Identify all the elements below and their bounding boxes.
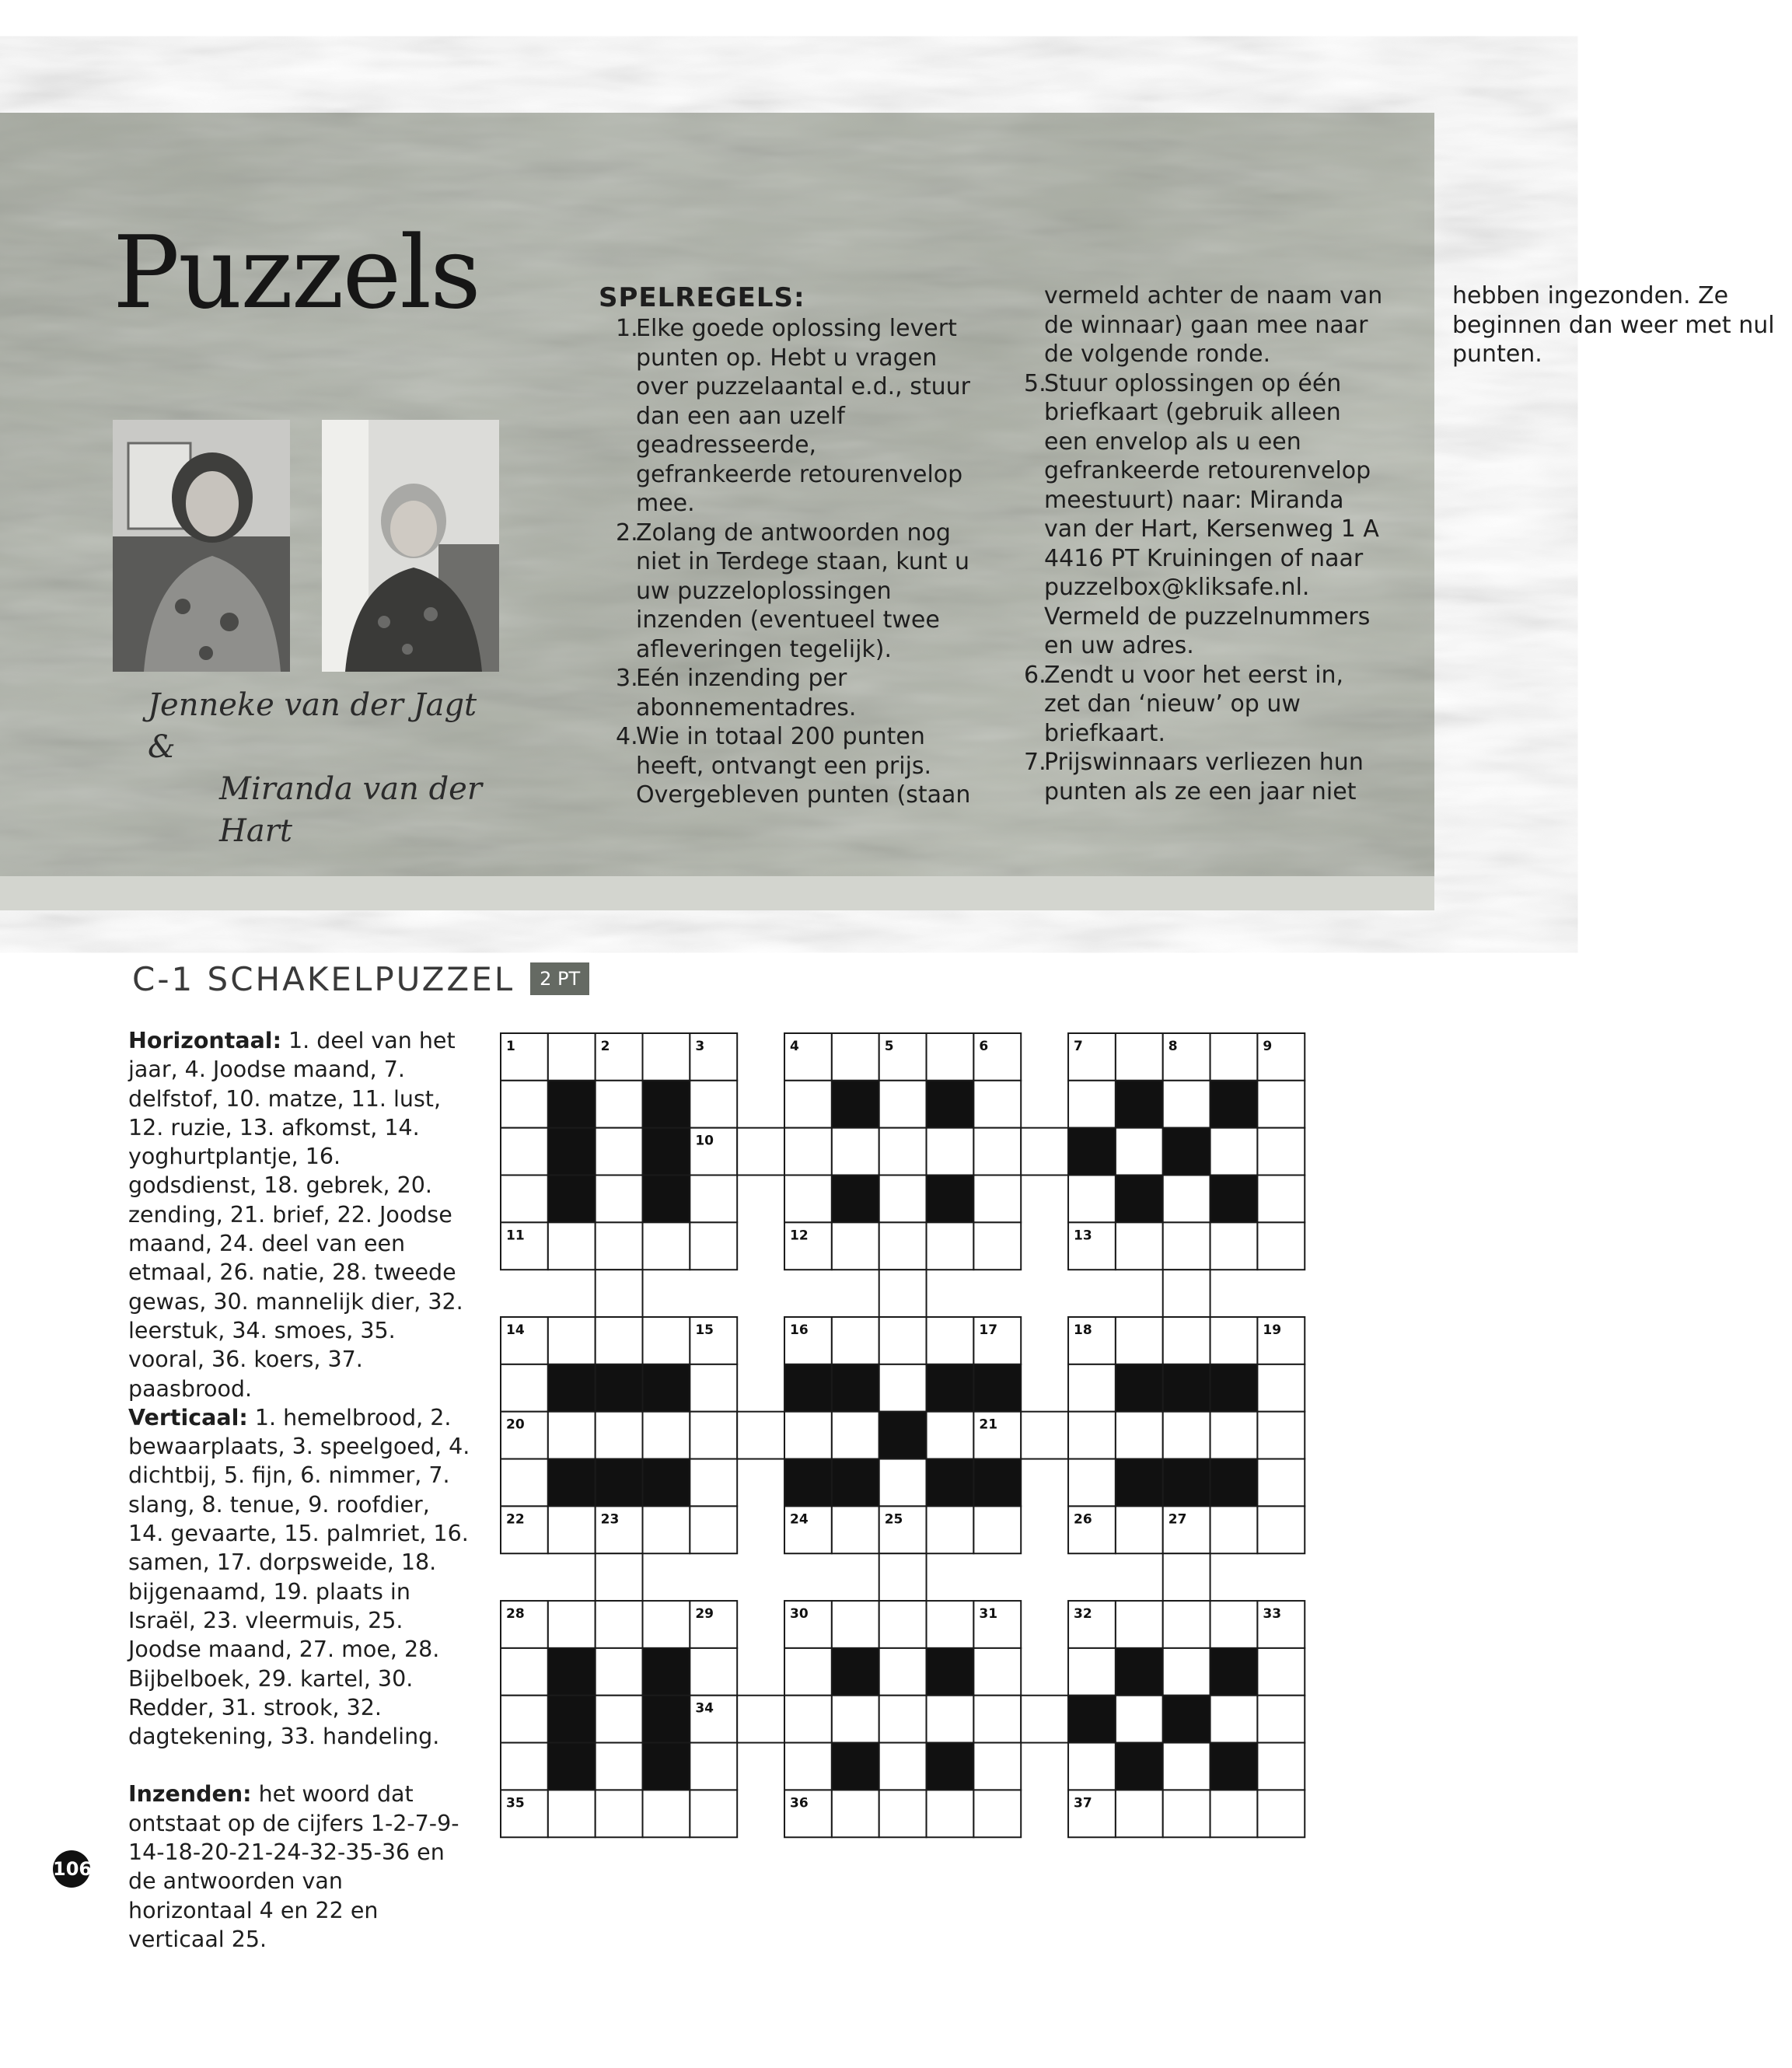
grid-letter-cell[interactable]	[1116, 1601, 1163, 1648]
banner-bottom-stripe	[0, 876, 1434, 910]
grid-block-cell	[832, 1743, 879, 1790]
grid-letter-cell[interactable]	[1068, 1364, 1116, 1412]
grid-letter-cell[interactable]	[501, 1459, 548, 1507]
grid-letter-cell[interactable]	[548, 1601, 596, 1648]
rule-number: 2.	[616, 519, 638, 547]
grid-block-cell	[927, 1743, 974, 1790]
clue-spacer	[128, 1751, 470, 1780]
grid-letter-cell[interactable]	[973, 1081, 1021, 1128]
grid-letter-cell[interactable]	[501, 1696, 548, 1743]
grid-letter-cell[interactable]	[596, 1317, 643, 1364]
grid-block-cell	[1210, 1364, 1258, 1412]
grid-letter-cell[interactable]	[1210, 1128, 1258, 1175]
grid-clue-number: 5	[884, 1039, 894, 1054]
grid-letter-cell[interactable]	[1163, 1081, 1210, 1128]
horizontal-label: Horizontaal:	[128, 1028, 281, 1053]
grid-letter-cell[interactable]	[879, 1553, 927, 1601]
grid-letter-cell[interactable]	[690, 1081, 737, 1128]
rule-item	[1007, 369, 1384, 661]
grid-letter-cell[interactable]	[784, 1696, 832, 1743]
grid-block-cell	[643, 1648, 690, 1696]
vertical-label: Verticaal:	[128, 1404, 248, 1430]
grid-letter-cell[interactable]	[596, 1270, 643, 1317]
points-badge: 2 PT	[530, 962, 589, 995]
grid-block-cell	[1116, 1175, 1163, 1223]
grid-letter-cell[interactable]	[690, 1459, 737, 1507]
grid-block-cell	[1210, 1648, 1258, 1696]
grid-block-cell	[1210, 1743, 1258, 1790]
grid-letter-cell[interactable]	[1163, 1743, 1210, 1790]
grid-letter-cell[interactable]	[596, 1175, 643, 1223]
grid-letter-cell[interactable]	[643, 1790, 690, 1837]
grid-block-cell	[1116, 1459, 1163, 1507]
puzzle-clues	[128, 1026, 470, 1954]
portrait-photo-1	[113, 420, 290, 672]
grid-clue-number: 10	[695, 1133, 714, 1149]
grid-letter-cell[interactable]	[501, 1175, 548, 1223]
grid-letter-cell[interactable]	[548, 1506, 596, 1553]
grid-letter-cell[interactable]	[784, 1412, 832, 1459]
grid-letter-cell[interactable]	[1021, 1696, 1068, 1743]
grid-letter-cell[interactable]	[1068, 1648, 1116, 1696]
grid-clue-number: 37	[1074, 1795, 1092, 1811]
rule-item	[1007, 661, 1384, 749]
grid-clue-number: 36	[790, 1795, 809, 1811]
grid-letter-cell[interactable]	[879, 1790, 927, 1837]
grid-letter-cell[interactable]	[690, 1412, 737, 1459]
grid-letter-cell[interactable]	[548, 1033, 596, 1081]
grid-block-cell	[548, 1696, 596, 1743]
grid-block-cell	[548, 1175, 596, 1223]
grid-letter-cell[interactable]	[879, 1081, 927, 1128]
grid-clue-number: 8	[1168, 1039, 1178, 1054]
grid-letter-cell[interactable]	[1163, 1222, 1210, 1270]
grid-clue-number: 19	[1263, 1322, 1282, 1339]
grid-block-cell	[643, 1459, 690, 1507]
grid-clue-number: 3	[695, 1039, 705, 1054]
grid-block-cell	[927, 1648, 974, 1696]
grid-letter-cell[interactable]	[1257, 1412, 1305, 1459]
grid-letter-cell[interactable]	[1257, 1222, 1305, 1270]
grid-letter-cell[interactable]	[596, 1081, 643, 1128]
submit-label: Inzenden:	[128, 1781, 252, 1808]
grid-block-cell	[1116, 1743, 1163, 1790]
grid-clue-number: 14	[506, 1322, 525, 1339]
grid-letter-cell[interactable]	[548, 1412, 596, 1459]
grid-block-cell	[832, 1459, 879, 1507]
grid-clue-number: 16	[790, 1322, 809, 1339]
grid-letter-cell[interactable]	[690, 1364, 737, 1412]
grid-letter-cell[interactable]	[501, 1128, 548, 1175]
grid-clue-number: 12	[790, 1228, 809, 1244]
grid-letter-cell[interactable]	[1068, 1459, 1116, 1507]
grid-letter-cell[interactable]	[596, 1553, 643, 1601]
rule-number: 5.	[1024, 369, 1046, 397]
grid-block-cell	[548, 1459, 596, 1507]
grid-letter-cell[interactable]	[879, 1364, 927, 1412]
grid-block-cell	[973, 1459, 1021, 1507]
grid-letter-cell[interactable]	[1210, 1222, 1258, 1270]
grid-letter-cell[interactable]	[1257, 1506, 1305, 1553]
grid-block-cell	[1116, 1364, 1163, 1412]
grid-letter-cell[interactable]	[927, 1222, 974, 1270]
grid-letter-cell[interactable]	[690, 1222, 737, 1270]
grid-clue-number: 18	[1074, 1322, 1092, 1339]
grid-letter-cell[interactable]	[501, 1648, 548, 1696]
grid-block-cell	[784, 1459, 832, 1507]
page-title: Puzzels	[113, 215, 480, 331]
grid-letter-cell[interactable]	[1021, 1128, 1068, 1175]
grid-letter-cell[interactable]	[1257, 1128, 1305, 1175]
grid-clue-number: 11	[506, 1228, 525, 1244]
crossword-grid	[498, 1030, 1314, 1846]
grid-block-cell	[927, 1364, 974, 1412]
grid-clue-number: 27	[1168, 1511, 1187, 1528]
grid-letter-cell[interactable]	[596, 1222, 643, 1270]
rule-number: 3.	[616, 665, 638, 692]
grid-clue-number: 23	[600, 1511, 620, 1528]
grid-letter-cell[interactable]	[832, 1317, 879, 1364]
grid-letter-cell[interactable]	[1068, 1743, 1116, 1790]
grid-letter-cell[interactable]	[832, 1790, 879, 1837]
grid-letter-cell[interactable]	[784, 1081, 832, 1128]
grid-letter-cell[interactable]	[1163, 1601, 1210, 1648]
grid-block-cell	[927, 1175, 974, 1223]
grid-letter-cell[interactable]	[596, 1601, 643, 1648]
grid-block-cell	[784, 1364, 832, 1412]
grid-letter-cell[interactable]	[1257, 1696, 1305, 1743]
grid-letter-cell[interactable]	[879, 1601, 927, 1648]
grid-block-cell	[643, 1175, 690, 1223]
grid-letter-cell[interactable]	[784, 1175, 832, 1223]
grid-block-cell	[1068, 1696, 1116, 1743]
grid-letter-cell[interactable]	[1210, 1033, 1258, 1081]
grid-block-cell	[1210, 1175, 1258, 1223]
grid-letter-cell[interactable]	[501, 1743, 548, 1790]
grid-clue-number: 32	[1074, 1606, 1092, 1623]
grid-letter-cell[interactable]	[596, 1648, 643, 1696]
rule-text: Stuur oplossingen op één briefkaart (gebruik alleen een envelop als u een gefrankeerde retourenvelop meestuurt) naar: Miranda van der Hart, Kersenweg 1 A 4416 PT Kruiningen of naar puzzelbox@kliksafe.nl. Vermeld de puzzelnummers en uw adres.	[1044, 369, 1379, 659]
grid-letter-cell[interactable]	[596, 1128, 643, 1175]
grid-letter-cell[interactable]	[832, 1128, 879, 1175]
rule-text: Zendt u voor het eerst in, zet dan ‘nieuw’ op uw briefkaart.	[1044, 661, 1344, 747]
grid-letter-cell[interactable]	[1163, 1412, 1210, 1459]
horizontal-clues	[128, 1026, 470, 1403]
grid-letter-cell[interactable]	[973, 1648, 1021, 1696]
grid-block-cell	[596, 1364, 643, 1412]
rule-text: Wie in totaal 200 punten heeft, ontvangt een prijs. Overgebleven punten (staan vermeld achter de naam van de winnaar) gaan mee naar de volgende ronde.	[636, 282, 1383, 809]
grid-block-cell	[1163, 1696, 1210, 1743]
grid-letter-cell[interactable]	[973, 1222, 1021, 1270]
grid-letter-cell[interactable]	[643, 1601, 690, 1648]
grid-block-cell	[643, 1128, 690, 1175]
rule-number: 4.	[616, 723, 638, 750]
grid-letter-cell[interactable]	[596, 1743, 643, 1790]
grid-letter-cell[interactable]	[1210, 1790, 1258, 1837]
grid-clue-number: 20	[506, 1417, 525, 1433]
caption-line-2: Miranda van der Hart	[219, 771, 482, 849]
grid-clue-number: 7	[1074, 1039, 1083, 1054]
grid-letter-cell[interactable]	[548, 1222, 596, 1270]
grid-letter-cell[interactable]	[1163, 1553, 1210, 1601]
grid-clue-number: 1	[506, 1039, 515, 1054]
submit-instructions	[128, 1780, 470, 1954]
grid-letter-cell[interactable]	[973, 1790, 1021, 1837]
grid-letter-cell[interactable]	[832, 1696, 879, 1743]
grid-letter-cell[interactable]	[596, 1790, 643, 1837]
grid-letter-cell[interactable]	[973, 1506, 1021, 1553]
grid-letter-cell[interactable]	[596, 1696, 643, 1743]
grid-letter-cell[interactable]	[1068, 1175, 1116, 1223]
grid-clue-number: 22	[506, 1511, 525, 1528]
grid-clue-number: 34	[695, 1700, 714, 1717]
grid-clue-number: 15	[695, 1322, 714, 1339]
grid-letter-cell[interactable]	[973, 1743, 1021, 1790]
grid-letter-cell[interactable]	[1163, 1648, 1210, 1696]
rule-text: Elke goede oplossing levert punten op. Hebt u vragen over puzzelaantal e.d., stuur dan een aan uzelf geadresseerde, gefrankeerde retourenvelop mee.	[636, 315, 970, 517]
grid-letter-cell[interactable]	[1257, 1743, 1305, 1790]
grid-letter-cell[interactable]	[879, 1128, 927, 1175]
grid-clue-number: 26	[1074, 1511, 1092, 1528]
grid-block-cell	[643, 1743, 690, 1790]
grid-clue-number: 2	[600, 1039, 610, 1054]
grid-letter-cell[interactable]	[1210, 1412, 1258, 1459]
game-rules	[599, 281, 1775, 818]
grid-letter-cell[interactable]	[690, 1175, 737, 1223]
grid-letter-cell[interactable]	[832, 1033, 879, 1081]
grid-letter-cell[interactable]	[548, 1790, 596, 1837]
grid-clue-number: 17	[979, 1322, 998, 1339]
grid-letter-cell[interactable]	[879, 1222, 927, 1270]
puzzle-title: C-1 SCHAKELPUZZEL	[132, 959, 515, 998]
grid-clue-number: 29	[695, 1606, 714, 1623]
grid-letter-cell[interactable]	[1163, 1175, 1210, 1223]
grid-block-cell	[548, 1128, 596, 1175]
grid-letter-cell[interactable]	[643, 1317, 690, 1364]
grid-letter-cell[interactable]	[1210, 1317, 1258, 1364]
grid-letter-cell[interactable]	[1021, 1412, 1068, 1459]
grid-clue-number: 33	[1263, 1606, 1282, 1623]
grid-letter-cell[interactable]	[1257, 1364, 1305, 1412]
grid-letter-cell[interactable]	[690, 1506, 737, 1553]
grid-letter-cell[interactable]	[1210, 1506, 1258, 1553]
grid-letter-cell[interactable]	[832, 1506, 879, 1553]
grid-clue-number: 9	[1263, 1039, 1273, 1054]
grid-letter-cell[interactable]	[1116, 1128, 1163, 1175]
grid-block-cell	[832, 1175, 879, 1223]
grid-letter-cell[interactable]	[1257, 1175, 1305, 1223]
rule-number: 1.	[616, 315, 638, 342]
grid-letter-cell[interactable]	[832, 1412, 879, 1459]
grid-letter-cell[interactable]	[784, 1743, 832, 1790]
grid-block-cell	[548, 1648, 596, 1696]
grid-block-cell	[1163, 1364, 1210, 1412]
grid-block-cell	[832, 1081, 879, 1128]
grid-letter-cell[interactable]	[927, 1317, 974, 1364]
grid-letter-cell[interactable]	[784, 1648, 832, 1696]
grid-letter-cell[interactable]	[1116, 1033, 1163, 1081]
grid-letter-cell[interactable]	[879, 1270, 927, 1317]
grid-letter-cell[interactable]	[973, 1128, 1021, 1175]
rule-text: Eén inzending per abonnementadres.	[636, 665, 857, 721]
grid-letter-cell[interactable]	[927, 1601, 974, 1648]
rule-item	[599, 664, 976, 722]
grid-letter-cell[interactable]	[643, 1506, 690, 1553]
grid-letter-cell[interactable]	[1068, 1412, 1116, 1459]
grid-letter-cell[interactable]	[643, 1033, 690, 1081]
grid-letter-cell[interactable]	[1116, 1222, 1163, 1270]
grid-block-cell	[1068, 1128, 1116, 1175]
grid-letter-cell[interactable]	[1210, 1696, 1258, 1743]
grid-letter-cell[interactable]	[973, 1175, 1021, 1223]
grid-letter-cell[interactable]	[1257, 1790, 1305, 1837]
grid-letter-cell[interactable]	[1163, 1270, 1210, 1317]
grid-block-cell	[1210, 1459, 1258, 1507]
grid-letter-cell[interactable]	[1116, 1412, 1163, 1459]
grid-letter-cell[interactable]	[1257, 1081, 1305, 1128]
grid-letter-cell[interactable]	[832, 1601, 879, 1648]
grid-block-cell	[879, 1412, 927, 1459]
grid-letter-cell[interactable]	[737, 1412, 784, 1459]
grid-block-cell	[1163, 1128, 1210, 1175]
grid-block-cell	[927, 1459, 974, 1507]
grid-clue-number: 25	[884, 1511, 903, 1528]
grid-letter-cell[interactable]	[548, 1317, 596, 1364]
grid-letter-cell[interactable]	[927, 1412, 974, 1459]
grid-block-cell	[643, 1696, 690, 1743]
grid-letter-cell[interactable]	[784, 1128, 832, 1175]
grid-letter-cell[interactable]	[973, 1696, 1021, 1743]
grid-letter-cell[interactable]	[879, 1696, 927, 1743]
grid-letter-cell[interactable]	[1116, 1506, 1163, 1553]
grid-letter-cell[interactable]	[690, 1743, 737, 1790]
grid-letter-cell[interactable]	[927, 1696, 974, 1743]
grid-letter-cell[interactable]	[879, 1459, 927, 1507]
rule-text: Prijswinnaars verliezen hun punten als ze een jaar niet hebben ingezonden. Ze beginnen dan weer met nul punten.	[1044, 282, 1775, 805]
grid-letter-cell[interactable]	[643, 1222, 690, 1270]
grid-clue-number: 30	[790, 1606, 809, 1623]
grid-block-cell	[548, 1364, 596, 1412]
grid-letter-cell[interactable]	[879, 1743, 927, 1790]
grid-block-cell	[643, 1081, 690, 1128]
grid-letter-cell[interactable]	[1210, 1601, 1258, 1648]
grid-block-cell	[832, 1648, 879, 1696]
vertical-clue-text: 1. hemelbrood, 2. bewaarplaats, 3. speelgoed, 4. dichtbij, 5. fijn, 6. nimmer, 7. slang, 8. tenue, 9. roofdier, 14. gevaarte, 15. palmriet, 16. samen, 17. dorpsweide, 18. bijgenaamd, 19. plaats in Israël, 23. vleermuis, 25. Joodse maand, 27. moe, 28. Bijbelboek, 29. kartel, 30. Redder, 31. strook, 32. dagtekening, 33. handeling.	[128, 1404, 470, 1750]
grid-block-cell	[548, 1081, 596, 1128]
grid-block-cell	[548, 1743, 596, 1790]
rule-number: 6.	[1024, 661, 1046, 689]
rule-item	[599, 314, 976, 519]
grid-block-cell	[643, 1364, 690, 1412]
grid-letter-cell[interactable]	[927, 1033, 974, 1081]
grid-block-cell	[1116, 1648, 1163, 1696]
grid-letter-cell[interactable]	[927, 1506, 974, 1553]
photo-caption	[148, 684, 490, 852]
grid-letter-cell[interactable]	[501, 1364, 548, 1412]
grid-letter-cell[interactable]	[1116, 1317, 1163, 1364]
grid-block-cell	[832, 1364, 879, 1412]
grid-letter-cell[interactable]	[879, 1175, 927, 1223]
grid-letter-cell[interactable]	[1116, 1790, 1163, 1837]
grid-letter-cell[interactable]	[690, 1790, 737, 1837]
rule-text: Zolang de antwoorden nog niet in Terdege staan, kunt u uw puzzeloplossingen inzenden (eventueel twee afleveringen tegelijk).	[636, 519, 970, 663]
grid-block-cell	[1210, 1081, 1258, 1128]
grid-clue-number: 4	[790, 1039, 799, 1054]
portrait-photo-2	[322, 420, 499, 672]
grid-clue-number: 28	[506, 1606, 525, 1623]
grid-letter-cell[interactable]	[737, 1128, 784, 1175]
grid-clue-number: 21	[979, 1417, 998, 1433]
rule-number: 7.	[1024, 749, 1046, 776]
grid-letter-cell[interactable]	[596, 1412, 643, 1459]
puzzle-header	[132, 958, 589, 1000]
grid-clue-number: 35	[506, 1795, 525, 1811]
grid-clue-number: 6	[979, 1039, 989, 1054]
grid-letter-cell[interactable]	[879, 1648, 927, 1696]
rules-list	[599, 281, 1792, 818]
grid-block-cell	[927, 1081, 974, 1128]
grid-clue-number: 31	[979, 1606, 998, 1623]
grid-letter-cell[interactable]	[879, 1317, 927, 1364]
rule-item	[599, 519, 976, 665]
horizontal-clue-text: 1. deel van het jaar, 4. Joodse maand, 7. delfstof, 10. matze, 11. lust, 12. ruzie, 13. afkomst, 14. yoghurtplantje, 16. godsdienst, 18. gebrek, 20. zending, 21. brief, 22. Joodse maand, 24. deel van een etmaal, 26. natie, 28. tweede gewas, 30. mannelijk dier, 32. leerstuk, 34. smoes, 35. vooral, 36. koers, 37. paasbrood.	[128, 1028, 463, 1402]
grid-letter-cell[interactable]	[927, 1790, 974, 1837]
grid-letter-cell[interactable]	[1068, 1081, 1116, 1128]
grid-letter-cell[interactable]	[643, 1412, 690, 1459]
grid-letter-cell[interactable]	[1257, 1648, 1305, 1696]
grid-letter-cell[interactable]	[927, 1128, 974, 1175]
submit-text: het woord dat ontstaat op de cijfers 1-2-7-9-14-18-20-21-24-32-35-36 en de antwoorden van horizontaal 4 en 22 en verticaal 25.	[128, 1781, 459, 1952]
grid-block-cell	[596, 1459, 643, 1507]
grid-letter-cell[interactable]	[1163, 1317, 1210, 1364]
grid-letter-cell[interactable]	[1163, 1790, 1210, 1837]
grid-clue-number: 13	[1074, 1228, 1092, 1244]
grid-letter-cell[interactable]	[1257, 1459, 1305, 1507]
grid-letter-cell[interactable]	[832, 1222, 879, 1270]
grid-block-cell	[973, 1364, 1021, 1412]
grid-letter-cell[interactable]	[501, 1081, 548, 1128]
grid-letter-cell[interactable]	[1116, 1696, 1163, 1743]
grid-clue-number: 24	[790, 1511, 809, 1528]
caption-line-1: Jenneke van der Jagt &	[148, 687, 477, 765]
grid-letter-cell[interactable]	[737, 1696, 784, 1743]
grid-block-cell	[1116, 1081, 1163, 1128]
grid-block-cell	[1163, 1459, 1210, 1507]
vertical-clues	[128, 1403, 470, 1752]
rules-heading: SPELREGELS:	[599, 282, 805, 313]
page-number-badge: 106	[53, 1850, 90, 1888]
grid-letter-cell[interactable]	[690, 1648, 737, 1696]
